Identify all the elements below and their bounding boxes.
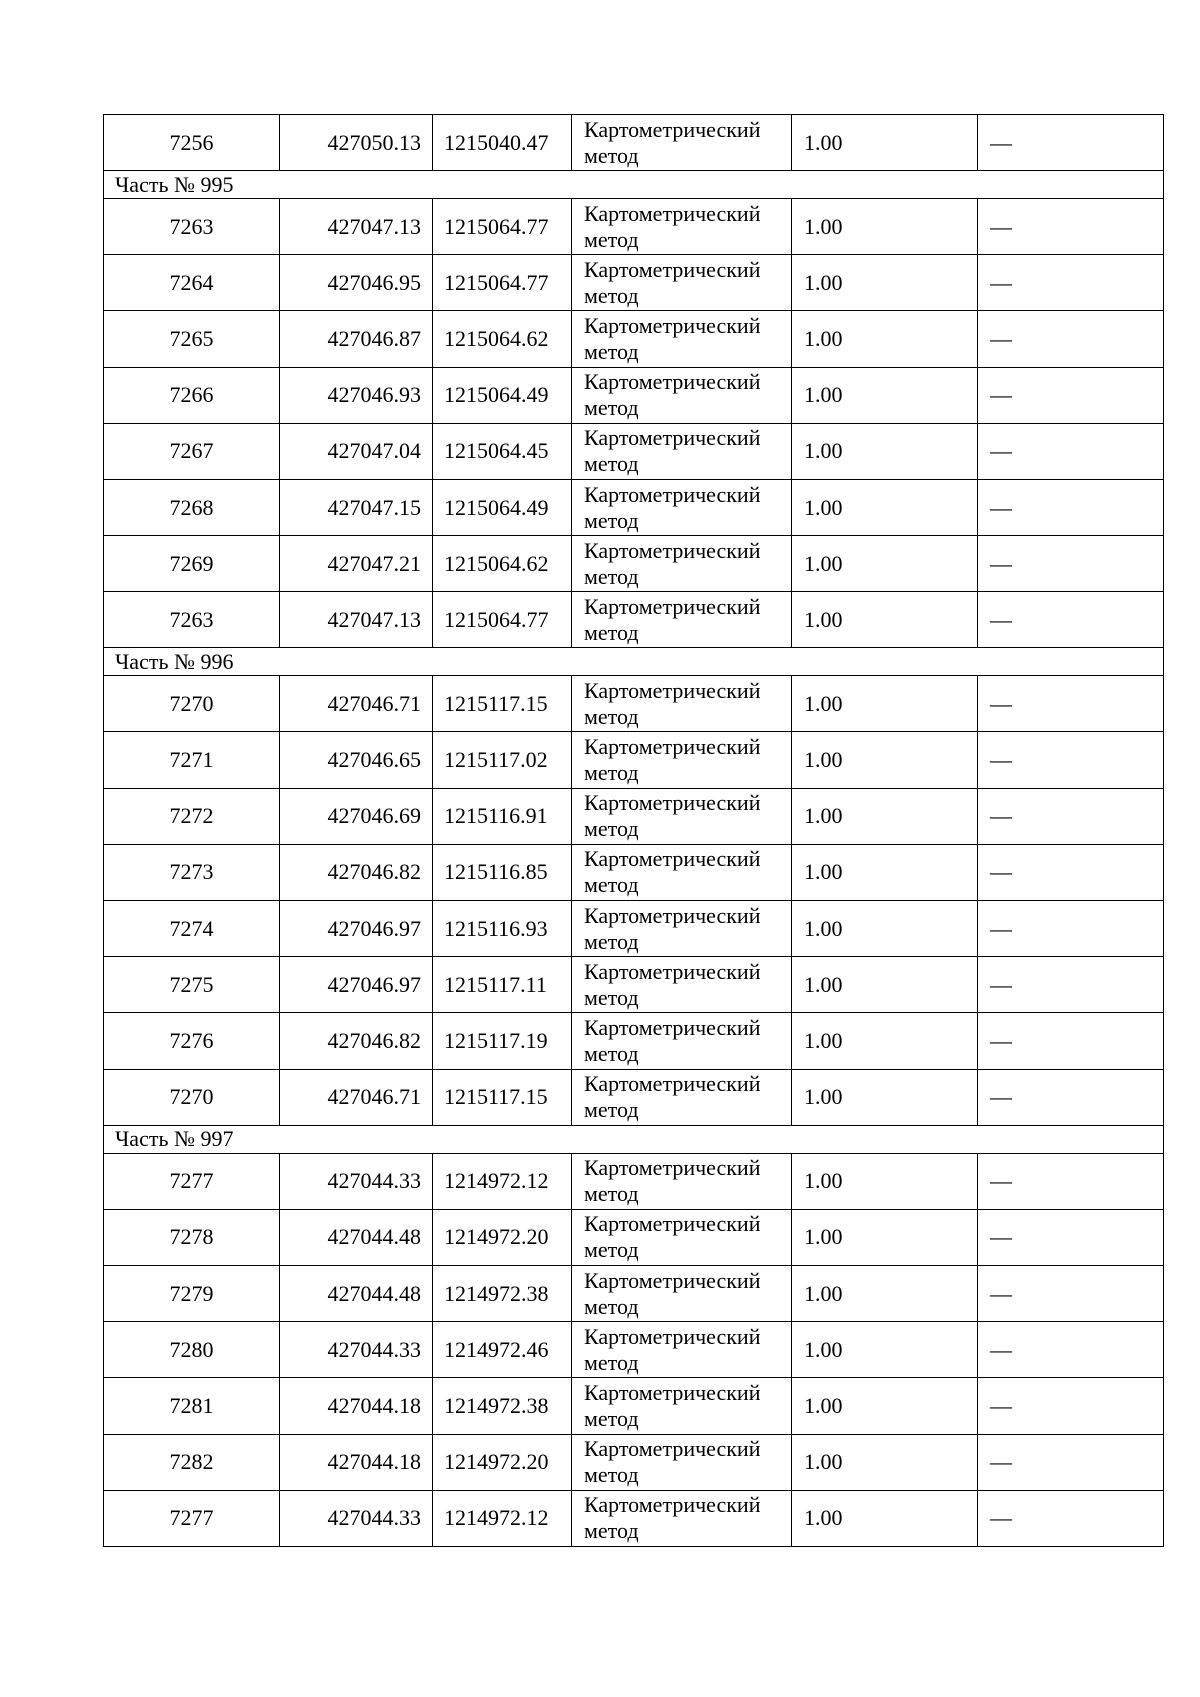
method-cell	[572, 255, 792, 311]
y-coordinate-cell: 1214972.38	[433, 1265, 572, 1321]
table-row	[104, 957, 1164, 1013]
method-cell	[572, 115, 792, 171]
point-number-cell: 7277	[104, 1490, 280, 1546]
y-coordinate-cell: 1215117.15	[433, 1069, 572, 1125]
method-cell	[572, 788, 792, 844]
method-line-1: Картометрический	[584, 256, 761, 282]
description-cell: —	[978, 732, 1164, 788]
point-number-cell: 7263	[104, 198, 280, 254]
y-coordinate-cell: 1215064.49	[433, 479, 572, 535]
method-line-1: Картометрический	[584, 369, 761, 395]
method-line-2: метод	[584, 142, 639, 168]
description-cell: —	[978, 676, 1164, 732]
accuracy-cell: 1.00	[792, 592, 978, 648]
accuracy-cell: 1.00	[792, 676, 978, 732]
point-number-cell: 7265	[104, 311, 280, 367]
x-coordinate-cell: 427046.82	[280, 1013, 433, 1069]
point-number-cell: 7268	[104, 479, 280, 535]
method-line-1: Картометрический	[584, 425, 761, 451]
method-cell	[572, 423, 792, 479]
method-cell	[572, 1013, 792, 1069]
table-body	[104, 115, 1164, 1547]
description-cell: —	[978, 901, 1164, 957]
description-cell: —	[978, 423, 1164, 479]
method-line-1: Картометрический	[584, 1436, 761, 1462]
point-number-cell: 7270	[104, 1069, 280, 1125]
accuracy-cell: 1.00	[792, 1013, 978, 1069]
table-row	[104, 255, 1164, 311]
point-number-cell: 7280	[104, 1322, 280, 1378]
x-coordinate-cell: 427046.82	[280, 844, 433, 900]
method-line-2: метод	[584, 984, 639, 1010]
accuracy-cell: 1.00	[792, 732, 978, 788]
method-line-1: Картометрический	[584, 846, 761, 872]
x-coordinate-cell: 427046.87	[280, 311, 433, 367]
table-row	[104, 479, 1164, 535]
x-coordinate-cell: 427044.48	[280, 1209, 433, 1265]
accuracy-cell: 1.00	[792, 367, 978, 423]
point-number-cell: 7270	[104, 676, 280, 732]
y-coordinate-cell: 1215064.45	[433, 423, 572, 479]
method-line-2: метод	[584, 226, 639, 252]
method-line-2: метод	[584, 338, 639, 364]
method-line-2: метод	[584, 1041, 639, 1066]
method-line-2: метод	[584, 1237, 639, 1263]
description-cell: —	[978, 1378, 1164, 1434]
point-number-cell: 7267	[104, 423, 280, 479]
method-line-2: метод	[584, 928, 639, 954]
method-line-2: метод	[584, 1181, 639, 1207]
table-row	[104, 1322, 1164, 1378]
y-coordinate-cell: 1214972.38	[433, 1378, 572, 1434]
table-row	[104, 311, 1164, 367]
accuracy-cell: 1.00	[792, 1209, 978, 1265]
table-row	[104, 676, 1164, 732]
method-line-2: метод	[584, 703, 639, 729]
y-coordinate-cell: 1214972.20	[433, 1209, 572, 1265]
point-number-cell: 7282	[104, 1434, 280, 1490]
accuracy-cell: 1.00	[792, 479, 978, 535]
method-cell	[572, 311, 792, 367]
point-number-cell: 7276	[104, 1013, 280, 1069]
point-number-cell: 7277	[104, 1153, 280, 1209]
x-coordinate-cell: 427046.71	[280, 676, 433, 732]
method-line-2: метод	[584, 1349, 639, 1375]
x-coordinate-cell: 427046.97	[280, 901, 433, 957]
method-line-1: Картометрический	[584, 1071, 761, 1097]
y-coordinate-cell: 1215117.11	[433, 957, 572, 1013]
method-cell	[572, 957, 792, 1013]
method-line-1: Картометрический	[584, 1379, 761, 1405]
table-row	[104, 536, 1164, 592]
method-line-2: метод	[584, 395, 639, 421]
method-cell	[572, 732, 792, 788]
method-line-2: метод	[584, 1097, 639, 1123]
point-number-cell: 7275	[104, 957, 280, 1013]
description-cell: —	[978, 255, 1164, 311]
table-row	[104, 198, 1164, 254]
method-line-1: Картометрический	[584, 902, 761, 928]
accuracy-cell: 1.00	[792, 423, 978, 479]
description-cell: —	[978, 1434, 1164, 1490]
table-row	[104, 732, 1164, 788]
method-line-2: метод	[584, 872, 639, 898]
x-coordinate-cell: 427047.04	[280, 423, 433, 479]
part-header-row	[104, 171, 1164, 199]
y-coordinate-cell: 1215064.62	[433, 311, 572, 367]
x-coordinate-cell: 427044.33	[280, 1153, 433, 1209]
method-line-1: Картометрический	[584, 1015, 761, 1040]
method-line-2: метод	[584, 1518, 639, 1544]
x-coordinate-cell: 427044.33	[280, 1490, 433, 1546]
y-coordinate-cell: 1215064.77	[433, 255, 572, 311]
method-line-2: метод	[584, 1405, 639, 1431]
accuracy-cell: 1.00	[792, 198, 978, 254]
x-coordinate-cell: 427047.13	[280, 198, 433, 254]
description-cell: —	[978, 957, 1164, 1013]
description-cell: —	[978, 1069, 1164, 1125]
part-label: Часть № 996	[104, 648, 1164, 676]
point-number-cell: 7272	[104, 788, 280, 844]
accuracy-cell: 1.00	[792, 1153, 978, 1209]
point-number-cell: 7273	[104, 844, 280, 900]
method-cell	[572, 479, 792, 535]
y-coordinate-cell: 1215064.77	[433, 198, 572, 254]
method-cell	[572, 536, 792, 592]
description-cell: —	[978, 115, 1164, 171]
method-line-1: Картометрический	[584, 593, 761, 619]
part-label: Часть № 995	[104, 171, 1164, 199]
method-line-2: метод	[584, 451, 639, 477]
y-coordinate-cell: 1215117.19	[433, 1013, 572, 1069]
method-line-1: Картометрический	[584, 116, 761, 142]
x-coordinate-cell: 427047.21	[280, 536, 433, 592]
method-line-2: метод	[584, 563, 639, 589]
table-row	[104, 1490, 1164, 1546]
method-line-1: Картометрический	[584, 312, 761, 338]
method-line-1: Картометрический	[584, 1492, 761, 1518]
point-number-cell: 7263	[104, 592, 280, 648]
method-line-2: метод	[584, 619, 639, 645]
table-row	[104, 1153, 1164, 1209]
x-coordinate-cell: 427046.93	[280, 367, 433, 423]
method-line-1: Картометрический	[584, 790, 761, 816]
y-coordinate-cell: 1214972.20	[433, 1434, 572, 1490]
y-coordinate-cell: 1215040.47	[433, 115, 572, 171]
method-cell	[572, 901, 792, 957]
point-number-cell: 7256	[104, 115, 280, 171]
method-line-1: Картометрический	[584, 1211, 761, 1237]
method-line-1: Картометрический	[584, 1323, 761, 1349]
accuracy-cell: 1.00	[792, 1490, 978, 1546]
accuracy-cell: 1.00	[792, 255, 978, 311]
point-number-cell: 7274	[104, 901, 280, 957]
point-number-cell: 7269	[104, 536, 280, 592]
y-coordinate-cell: 1215064.77	[433, 592, 572, 648]
method-line-1: Картометрический	[584, 1155, 761, 1181]
coordinates-table	[103, 114, 1164, 1547]
method-cell	[572, 676, 792, 732]
method-cell	[572, 844, 792, 900]
description-cell: —	[978, 592, 1164, 648]
x-coordinate-cell: 427046.71	[280, 1069, 433, 1125]
y-coordinate-cell: 1214972.12	[433, 1490, 572, 1546]
x-coordinate-cell: 427046.65	[280, 732, 433, 788]
x-coordinate-cell: 427044.33	[280, 1322, 433, 1378]
method-cell	[572, 1322, 792, 1378]
method-line-2: метод	[584, 507, 639, 533]
x-coordinate-cell: 427046.69	[280, 788, 433, 844]
point-number-cell: 7281	[104, 1378, 280, 1434]
method-cell	[572, 1069, 792, 1125]
table-row	[104, 367, 1164, 423]
part-label: Часть № 997	[104, 1125, 1164, 1153]
description-cell: —	[978, 788, 1164, 844]
table-row	[104, 844, 1164, 900]
table-row	[104, 1069, 1164, 1125]
description-cell: —	[978, 1265, 1164, 1321]
method-cell	[572, 198, 792, 254]
method-line-1: Картометрический	[584, 537, 761, 563]
method-line-2: метод	[584, 816, 639, 842]
method-cell	[572, 1209, 792, 1265]
y-coordinate-cell: 1215064.62	[433, 536, 572, 592]
description-cell: —	[978, 198, 1164, 254]
table-row	[104, 1209, 1164, 1265]
accuracy-cell: 1.00	[792, 1378, 978, 1434]
accuracy-cell: 1.00	[792, 1322, 978, 1378]
description-cell: —	[978, 1490, 1164, 1546]
y-coordinate-cell: 1215117.15	[433, 676, 572, 732]
x-coordinate-cell: 427044.18	[280, 1378, 433, 1434]
method-line-1: Картометрический	[584, 1267, 761, 1293]
table-row	[104, 1434, 1164, 1490]
table-row	[104, 1378, 1164, 1434]
accuracy-cell: 1.00	[792, 1265, 978, 1321]
table-row	[104, 1265, 1164, 1321]
part-header-row	[104, 1125, 1164, 1153]
accuracy-cell: 1.00	[792, 311, 978, 367]
y-coordinate-cell: 1214972.12	[433, 1153, 572, 1209]
x-coordinate-cell: 427047.15	[280, 479, 433, 535]
point-number-cell: 7278	[104, 1209, 280, 1265]
point-number-cell: 7279	[104, 1265, 280, 1321]
x-coordinate-cell: 427044.18	[280, 1434, 433, 1490]
method-line-1: Картометрический	[584, 481, 761, 507]
method-line-1: Картометрический	[584, 200, 761, 226]
accuracy-cell: 1.00	[792, 536, 978, 592]
table-row	[104, 423, 1164, 479]
accuracy-cell: 1.00	[792, 788, 978, 844]
x-coordinate-cell: 427050.13	[280, 115, 433, 171]
x-coordinate-cell: 427047.13	[280, 592, 433, 648]
method-line-2: метод	[584, 1462, 639, 1488]
description-cell: —	[978, 479, 1164, 535]
method-cell	[572, 1434, 792, 1490]
accuracy-cell: 1.00	[792, 115, 978, 171]
x-coordinate-cell: 427044.48	[280, 1265, 433, 1321]
method-line-2: метод	[584, 282, 639, 308]
y-coordinate-cell: 1215116.91	[433, 788, 572, 844]
description-cell: —	[978, 1153, 1164, 1209]
method-line-1: Картометрический	[584, 958, 761, 984]
accuracy-cell: 1.00	[792, 957, 978, 1013]
x-coordinate-cell: 427046.95	[280, 255, 433, 311]
table-row	[104, 1013, 1164, 1069]
y-coordinate-cell: 1215116.85	[433, 844, 572, 900]
method-line-1: Картометрический	[584, 734, 761, 760]
method-cell	[572, 1153, 792, 1209]
table-row	[104, 115, 1164, 171]
table-row	[104, 901, 1164, 957]
method-cell	[572, 592, 792, 648]
point-number-cell: 7266	[104, 367, 280, 423]
description-cell: —	[978, 367, 1164, 423]
point-number-cell: 7271	[104, 732, 280, 788]
accuracy-cell: 1.00	[792, 1434, 978, 1490]
accuracy-cell: 1.00	[792, 901, 978, 957]
accuracy-cell: 1.00	[792, 844, 978, 900]
y-coordinate-cell: 1214972.46	[433, 1322, 572, 1378]
description-cell: —	[978, 1209, 1164, 1265]
description-cell: —	[978, 311, 1164, 367]
method-cell	[572, 1265, 792, 1321]
part-header-row	[104, 648, 1164, 676]
method-line-2: метод	[584, 760, 639, 786]
description-cell: —	[978, 844, 1164, 900]
method-cell	[572, 1378, 792, 1434]
method-cell	[572, 1490, 792, 1546]
table-row	[104, 592, 1164, 648]
point-number-cell: 7264	[104, 255, 280, 311]
method-line-2: метод	[584, 1293, 639, 1319]
accuracy-cell: 1.00	[792, 1069, 978, 1125]
y-coordinate-cell: 1215117.02	[433, 732, 572, 788]
y-coordinate-cell: 1215064.49	[433, 367, 572, 423]
description-cell: —	[978, 1322, 1164, 1378]
method-cell	[572, 367, 792, 423]
table-row	[104, 788, 1164, 844]
method-line-1: Картометрический	[584, 677, 761, 703]
x-coordinate-cell: 427046.97	[280, 957, 433, 1013]
description-cell: —	[978, 1013, 1164, 1069]
y-coordinate-cell: 1215116.93	[433, 901, 572, 957]
description-cell: —	[978, 536, 1164, 592]
